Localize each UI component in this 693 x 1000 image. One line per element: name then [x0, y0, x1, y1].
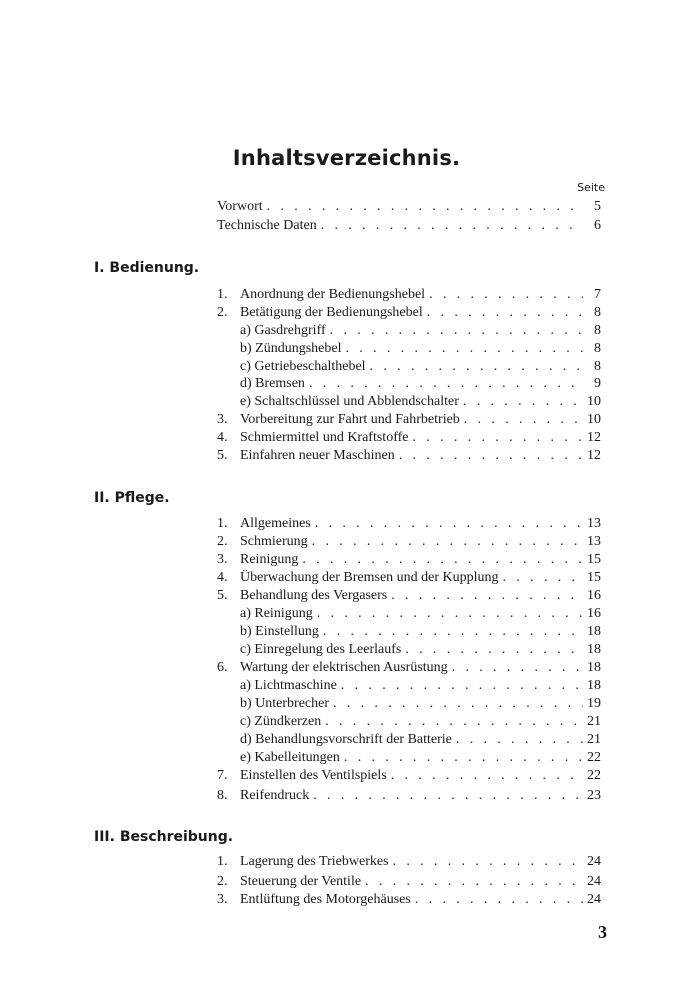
leader-dots	[325, 712, 583, 731]
leader-dots	[267, 197, 583, 216]
toc-subentry	[240, 622, 601, 641]
toc-entry-page: 8	[594, 341, 601, 356]
leader-dots	[405, 640, 583, 659]
toc-entry-label: e) Schaltschlüssel und Abblendschalter	[240, 394, 459, 409]
toc-entry-front	[217, 197, 601, 216]
toc-entry-label: a) Reinigung	[240, 606, 313, 621]
leader-dots	[463, 392, 583, 411]
toc-entry-label: b) Zündungshebel	[240, 341, 342, 356]
toc-entry	[217, 586, 601, 605]
toc-entry-page: 8	[594, 323, 601, 338]
leader-dots	[391, 766, 583, 785]
toc-entry-number: 3.	[217, 892, 228, 907]
toc-entry	[217, 285, 601, 304]
toc-entry-number: 5.	[217, 588, 228, 603]
toc-entry-label: c) Einregelung des Leerlaufs	[240, 642, 402, 657]
toc-entry-label: Behandlung des Vergasers	[240, 588, 388, 603]
leader-dots	[399, 446, 583, 465]
toc-entry-page: 18	[587, 678, 601, 693]
toc-entry-label: Schmierung	[240, 534, 308, 549]
toc-entry-number: 1.	[217, 854, 228, 869]
toc-subentry	[240, 374, 601, 393]
toc-entry	[217, 446, 601, 465]
toc-entry-label: d) Behandlungsvorschrift der Batterie	[240, 732, 452, 747]
toc-entry-page: 18	[587, 642, 601, 657]
toc-entry-label: Einfahren neuer Maschinen	[240, 448, 395, 463]
toc-entry	[217, 428, 601, 447]
toc-entry-page: 13	[587, 534, 601, 549]
section-heading: I. Bedienung.	[94, 260, 200, 276]
toc-entry-page: 10	[587, 412, 601, 427]
toc-entry-page: 24	[587, 874, 601, 889]
toc-entry-number: 3.	[217, 552, 228, 567]
toc-subentry	[240, 748, 601, 767]
toc-entry-label: Entlüftung des Motorgehäuses	[240, 892, 411, 907]
toc-entry-number: 1.	[217, 516, 228, 531]
toc-entry	[217, 532, 601, 551]
toc-entry	[217, 514, 601, 533]
toc-entry-label: b) Einstellung	[240, 624, 319, 639]
toc-subentry	[240, 640, 601, 659]
toc-entry-label: b) Unterbrecher	[240, 696, 330, 711]
toc-entry-label: Anordnung der Bedienungshebel	[240, 287, 426, 302]
toc-entry-page: 23	[587, 788, 601, 803]
toc-entry-number: 7.	[217, 768, 228, 783]
toc-subentry	[240, 392, 601, 411]
toc-entry-label: Vorwort	[217, 199, 263, 214]
toc-entry-label: Reinigung	[240, 552, 299, 567]
leader-dots	[330, 321, 583, 340]
toc-entry-number: 4.	[217, 430, 228, 445]
toc-entry-page: 15	[587, 570, 601, 585]
leader-dots	[341, 676, 583, 695]
toc-entry-page: 16	[587, 606, 601, 621]
toc-entry-number: 2.	[217, 305, 228, 320]
leader-dots	[315, 514, 583, 533]
leader-dots	[323, 622, 583, 641]
toc-entry-page: 12	[587, 430, 601, 445]
leader-dots	[365, 872, 583, 891]
toc-entry-label: Vorbereitung zur Fahrt und Fahrbetrieb	[240, 412, 460, 427]
toc-entry	[217, 890, 601, 909]
toc-entry-label: Lagerung des Triebwerkes	[240, 854, 389, 869]
toc-entry-page: 19	[587, 696, 601, 711]
toc-subentry	[240, 604, 601, 623]
toc-entry-label: Schmiermittel und Kraftstoffe	[240, 430, 409, 445]
toc-entry-label: Steuerung der Ventile	[240, 874, 362, 889]
toc-entry-label: c) Zündkerzen	[240, 714, 322, 729]
toc-entry-number: 8.	[217, 788, 228, 803]
toc-entry-page: 18	[587, 660, 601, 675]
leader-dots	[344, 748, 583, 767]
toc-entry-page: 10	[587, 394, 601, 409]
leader-dots	[312, 532, 583, 551]
toc-entry-page: 22	[587, 768, 601, 783]
leader-dots	[313, 786, 583, 805]
leader-dots	[464, 410, 583, 429]
leader-dots	[415, 890, 583, 909]
toc-entry-label: a) Gasdrehgriff	[240, 323, 326, 338]
leader-dots	[309, 374, 583, 393]
toc-entry-front	[217, 216, 601, 235]
toc-subentry	[240, 730, 601, 749]
toc-entry-page: 18	[587, 624, 601, 639]
toc-entry-page: 9	[594, 376, 601, 391]
page-column-label: Seite	[577, 181, 605, 194]
page-title: Inhaltsverzeichnis.	[232, 146, 461, 170]
toc-entry	[217, 410, 601, 429]
toc-entry-label: Allgemeines	[240, 516, 311, 531]
leader-dots	[456, 730, 583, 749]
toc-entry	[217, 568, 601, 587]
toc-entry-number: 4.	[217, 570, 228, 585]
toc-entry-page: 21	[587, 732, 601, 747]
section-heading: III. Beschreibung.	[94, 829, 234, 845]
toc-entry-label: e) Kabelleitungen	[240, 750, 340, 765]
toc-entry-page: 12	[587, 448, 601, 463]
toc-entry-page: 6	[594, 218, 601, 233]
toc-entry-label: a) Lichtmaschine	[240, 678, 337, 693]
toc-entry-page: 8	[594, 359, 601, 374]
leader-dots	[452, 658, 583, 677]
toc-entry	[217, 658, 601, 677]
toc-entry	[217, 872, 601, 891]
toc-entry-page: 13	[587, 516, 601, 531]
toc-entry-label: Überwachung der Bremsen und der Kupplung	[240, 570, 499, 585]
toc-entry-number: 6.	[217, 660, 228, 675]
leader-dots	[427, 303, 583, 322]
toc-entry-label: d) Bremsen	[240, 376, 305, 391]
toc-entry-page: 21	[587, 714, 601, 729]
toc-entry-label: Reifendruck	[240, 788, 310, 803]
toc-entry-label: Wartung der elektrischen Ausrüstung	[240, 660, 448, 675]
toc-entry-page: 24	[587, 854, 601, 869]
leader-dots	[333, 694, 583, 713]
toc-entry	[217, 852, 601, 871]
toc-entry-label: Betätigung der Bedienungshebel	[240, 305, 423, 320]
toc-entry-page: 7	[594, 287, 601, 302]
toc-entry	[217, 303, 601, 322]
toc-entry	[217, 786, 601, 805]
toc-subentry	[240, 321, 601, 340]
toc-entry-number: 5.	[217, 448, 228, 463]
toc-entry-label: Einstellen des Ventilspiels	[240, 768, 387, 783]
leader-dots	[503, 568, 583, 587]
toc-subentry	[240, 694, 601, 713]
leader-dots	[393, 852, 583, 871]
toc-subentry	[240, 676, 601, 695]
toc-entry-number: 2.	[217, 534, 228, 549]
leader-dots	[345, 339, 583, 358]
leader-dots	[391, 586, 583, 605]
toc-subentry	[240, 339, 601, 358]
toc-entry-page: 16	[587, 588, 601, 603]
toc-entry-number: 3.	[217, 412, 228, 427]
toc-entry-label: Technische Daten	[217, 218, 317, 233]
leader-dots	[412, 428, 583, 447]
toc-entry-page: 8	[594, 305, 601, 320]
toc-entry-label: c) Getriebeschalthebel	[240, 359, 366, 374]
leader-dots	[321, 216, 583, 235]
toc-entry-page: 5	[594, 199, 601, 214]
toc-subentry	[240, 712, 601, 731]
toc-entry-page: 15	[587, 552, 601, 567]
toc-entry	[217, 766, 601, 785]
page-number: 3	[598, 922, 607, 942]
leader-dots	[302, 550, 583, 569]
leader-dots	[429, 285, 583, 304]
toc-entry	[217, 550, 601, 569]
section-heading: II. Pflege.	[94, 490, 170, 506]
toc-entry-number: 2.	[217, 874, 228, 889]
toc-entry-number: 1.	[217, 287, 228, 302]
leader-dots	[317, 604, 583, 623]
toc-entry-page: 22	[587, 750, 601, 765]
toc-entry-page: 24	[587, 892, 601, 907]
